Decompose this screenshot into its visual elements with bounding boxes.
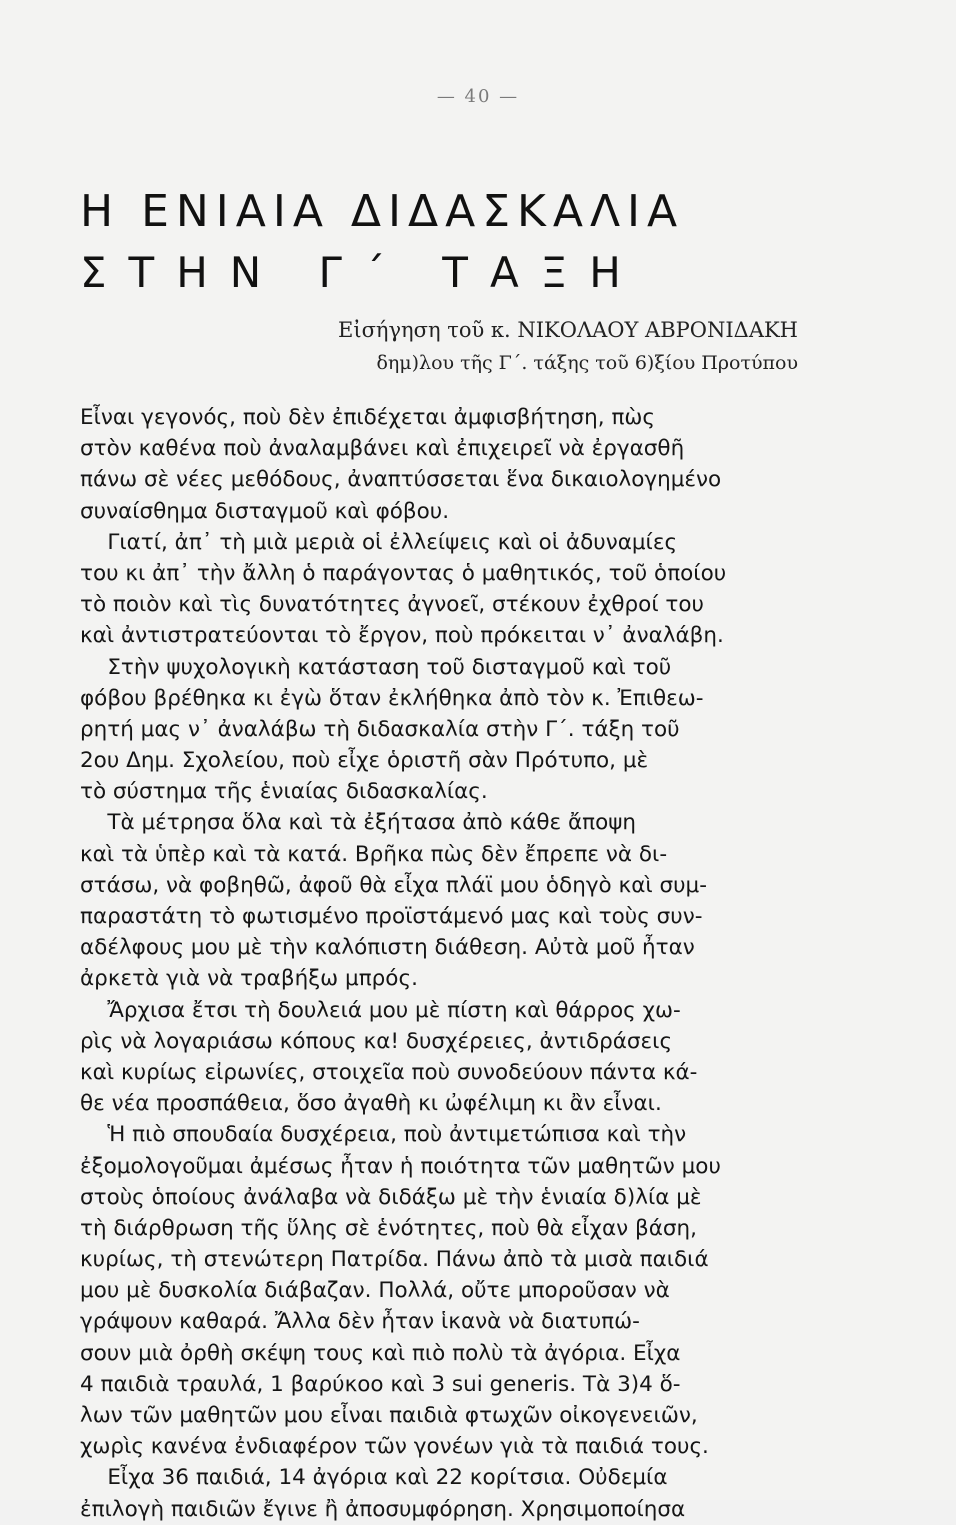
text-line: κυρίως, τὴ στενώτερη Πατρίδα. Πάνω ἀπὸ τὰ μισὰ παιδιά [80, 1247, 709, 1273]
text-line: ρητή μας ν᾽ ἀναλάβω τὴ διδασκαλία στὴν Γ΄. τάξη τοῦ [80, 716, 680, 742]
text-line: Ἡ πιὸ σπουδαία δυσχέρεια, ποὺ ἀντιμετώπισα καὶ τὴν [80, 1122, 687, 1148]
text-line: σουν μιὰ ὀρθὴ σκέψη τους καὶ πιὸ πολὺ τὰ ἀγόρια. Εἶχα [80, 1340, 681, 1366]
text-line: Εἶναι γεγονός, ποὺ δὲν ἐπιδέχεται ἀμφισβήτηση, πὼς [80, 405, 656, 430]
text-line: λων τῶν μαθητῶν μου εἶναι παιδιὰ φτωχῶν οἰκογενειῶν, [80, 1403, 698, 1428]
text-line: πάνω σὲ νέες μεθόδους, ἀναπτύσσεται ἕνα δικαιολογημένο [80, 467, 722, 493]
byline-position: δημ)λου τῆς Γ΄. τάξης τοῦ 6)ξίου Προτύπου [376, 352, 798, 374]
text-line: τὴ διάρθρωση τῆς ὕλης σὲ ἑνότητες, ποὺ θὰ εἶχαν βάση, [80, 1215, 697, 1241]
text-line: του κι ἀπ᾽ τὴν ἄλλη ὁ παράγοντας ὁ μαθητικός, τοῦ ὁποίου [80, 560, 727, 586]
text-line: θε νέα προσπάθεια, ὅσο ἀγαθὴ κι ὠφέλιμη κι ἂν εἶναι. [80, 1091, 662, 1117]
text-line: Εἶχα 36 παιδιά, 14 ἀγόρια καὶ 22 κορίτσια. Οὐδεμία [80, 1465, 668, 1491]
text-line: αδέλφους μου μὲ τὴν καλόπιστη διάθεση. Αὐτὰ μοῦ ἦταν [80, 935, 695, 961]
text-line: τὸ σύστημα τῆς ἑνιαίας διδασκαλίας. [80, 779, 488, 805]
title-line-2: ΣΤΗΝ Γ΄ ΤΑΞΗ [80, 248, 643, 297]
text-line: Τὰ μέτρησα ὅλα καὶ τὰ ἐξήτασα ἀπὸ κάθε ἄποψη [80, 810, 637, 836]
text-line: ἐξομολογοῦμαι ἀμέσως ἦταν ἡ ποιότητα τῶν μαθητῶν μου [80, 1153, 721, 1179]
text-line: 4 παιδιὰ τραυλά, 1 βαρύκοο καὶ 3 sui generis. Τὰ 3)4 ὅ- [80, 1371, 681, 1397]
text-line: ρὶς νὰ λογαριάσω κόπους κα! δυσχέρειες, ἀντιδράσεις [80, 1028, 673, 1054]
text-line: στοὺς ὁποίους ἀνάλαβα νὰ διδάξω μὲ τὴν ἑνιαία δ)λία μὲ [80, 1184, 702, 1210]
title-line-1: Η ΕΝΙΑΙΑ ΔΙΔΑΣΚΑΛΙΑ [80, 186, 685, 237]
byline-author: Εἰσήγηση τοῦ κ. ΝΙΚΟΛΑΟΥ ΑΒΡΟΝΙΔΑΚΗ [338, 318, 798, 342]
text-line: Ἄρχισα ἔτσι τὴ δουλειά μου μὲ πίστη καὶ θάρρος χω- [80, 997, 681, 1023]
body-text [80, 402, 795, 1525]
text-line: 2ου Δημ. Σχολείου, ποὺ εἶχε ὁριστῆ σὰν Πρότυπο, μὲ [80, 748, 649, 774]
text-line: ἀρκετὰ γιὰ νὰ τραβήξω μπρός. [80, 966, 418, 992]
text-line: στὸν καθένα ποὺ ἀναλαμβάνει καὶ ἐπιχειρεῖ νὰ ἐργασθῆ [80, 436, 685, 462]
text-line: στάσω, νὰ φοβηθῶ, ἀφοῦ θὰ εἶχα πλάϊ μου ὁδηγὸ καὶ συμ- [80, 872, 707, 898]
text-line: μου μὲ δυσκολία διάβαζαν. Πολλά, οὔτε μποροῦσαν νὰ [80, 1278, 670, 1304]
text-line: τὸ ποιὸν καὶ τὶς δυνατότητες ἀγνοεῖ, στέκουν ἐχθροί του [80, 592, 704, 618]
text-line: καὶ ἀντιστρατεύονται τὸ ἔργον, ποὺ πρόκειται ν᾽ ἀναλάβη. [80, 623, 724, 649]
text-line: συναίσθημα δισταγμοῦ καὶ φόβου. [80, 498, 450, 524]
text-line: Γιατί, ἀπ᾽ τὴ μιὰ μεριὰ οἱ ἐλλείψεις καὶ οἱ ἀδυναμίες [80, 529, 678, 555]
text-line: ἐπιλογὴ παιδιῶν ἔγινε ἢ ἀποσυμφόρηση. Χρησιμοποίησα [80, 1496, 686, 1522]
page-number: — 40 — [436, 86, 520, 107]
text-line: παραστάτη τὸ φωτισμένο προϊστάμενό μας καὶ τοὺς συν- [80, 904, 703, 929]
text-line: καὶ τὰ ὑπὲρ καὶ τὰ κατά. Βρῆκα πὼς δὲν ἔπρεπε νὰ δι- [80, 841, 668, 867]
text-line: καὶ κυρίως εἰρωνίες, στοιχεῖα ποὺ συνοδεύουν πάντα κά- [80, 1059, 698, 1085]
text-line: χωρὶς κανένα ἐνδιαφέρον τῶν γονέων γιὰ τὰ παιδιά τους. [80, 1434, 709, 1460]
text-line: Στὴν ψυχολογικὴ κατάσταση τοῦ δισταγμοῦ καὶ τοῦ [80, 654, 672, 680]
text-line: φόβου βρέθηκα κι ἐγὼ ὅταν ἐκλήθηκα ἀπὸ τὸν κ. Ἐπιθεω- [80, 685, 704, 711]
text-line: γράψουν καθαρά. Ἄλλα δὲν ἦταν ἱκανὰ νὰ διατυπώ- [80, 1309, 640, 1335]
